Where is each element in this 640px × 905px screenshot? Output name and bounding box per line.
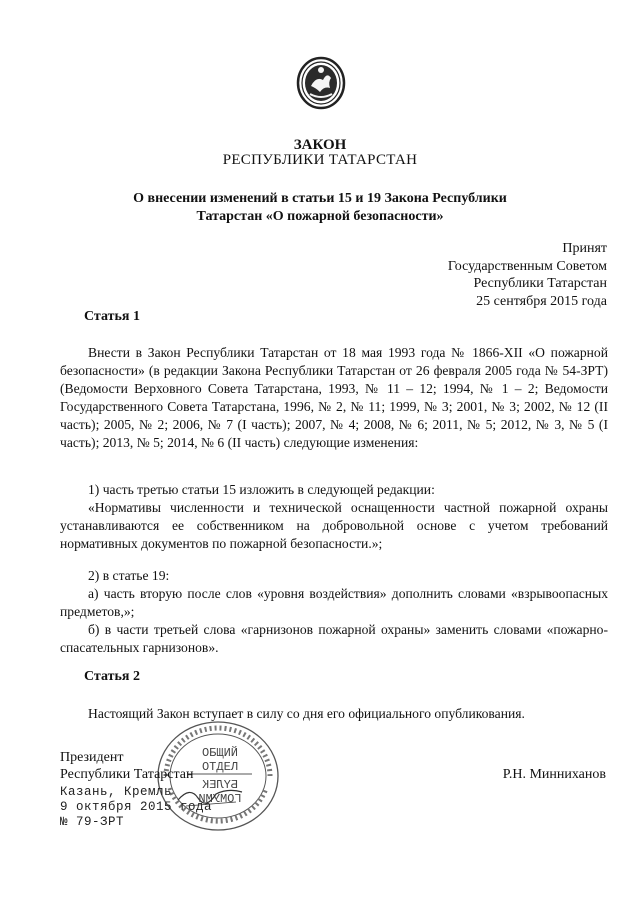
subtitle-line-1: О внесении изменений в статьи 15 и 19 Закона Республики: [133, 191, 507, 206]
signatory-role-1: Президент: [60, 750, 124, 765]
signatory-name: Р.Н. Минниханов: [502, 767, 606, 782]
item-2-a: а) часть вторую после слов «уровня воздействия» дополнить словами «взрывоопасных предметов,»;: [60, 586, 608, 619]
signing-date: 9 октября 2015 года: [60, 800, 213, 814]
stamp-line-1: ОБЩИЙ: [201, 746, 239, 760]
document-subtitle: [110, 190, 530, 226]
article-2-text: Настоящий Закон вступает в силу со дня его официального опубликования.: [88, 706, 525, 721]
item-2-b: б) в части третьей слова «гарнизонов пожарной охраны» заменить словами «пожарно-спасательных гарнизонов».: [60, 622, 608, 655]
item-2-lead: 2) в статье 19:: [88, 568, 170, 583]
article-2-heading: Статья 2: [84, 669, 140, 684]
adoption-block: [448, 240, 607, 310]
signing-place: Казань, Кремль: [60, 785, 173, 799]
stamp-line-2: ОТДЕЛ: [201, 760, 239, 774]
handwritten-signature: [176, 782, 246, 812]
adopted-line-1: Принят: [562, 241, 607, 256]
stamp-line-3: БҮЛЕК: [201, 778, 239, 792]
law-number: № 79-ЗРТ: [60, 815, 125, 829]
adopted-date: 25 сентября 2015 года: [476, 293, 607, 309]
adopted-line-2: Государственным Советом: [447, 258, 607, 274]
subtitle-line-2: Татарстан «О пожарной безопасности»: [196, 209, 444, 224]
item-1-lead: 1) часть третью статьи 15 изложить в следующей редакции:: [88, 482, 435, 497]
document-title: ЗАКОН: [293, 137, 347, 153]
adopted-line-3: Республики Татарстан: [473, 276, 607, 291]
stamp-line-4: ГОМУМИ: [198, 792, 242, 806]
document-title-republic: РЕСПУБЛИКИ ТАТАРСТАН: [222, 152, 418, 168]
item-1-text: «Нормативы численности и технической оснащенности частной пожарной охраны устанавливаются ее собственником на добровольной основе с учетом требований нормативных документов по пожарной безопасности.»;: [60, 500, 608, 551]
article-1-heading: Статья 1: [84, 309, 140, 324]
coat-of-arms-emblem: [296, 56, 346, 110]
signatory-role-2: Республики Татарстан: [60, 767, 194, 782]
article-1-intro: Внести в Закон Республики Татарстан от 18 мая 1993 года № 1866-XII «О пожарной безопасности» (в редакции Закона Республики Татарстан от 26 февраля 2005 года № 54-ЗРТ) (Ведомости Верховного Совета Татарстана, 1993, № 11 – 12; 1994, № 1 – 2; Ведомости Государственного Совета Татарстана, 1996, № 2, № 11; 1999, № 3; 2001, № 3; 2002, № 12 (II часть); 2005, № 2; 2006, № 7 (I часть); 2007, № 4; 2008, № 6; 2011, № 5; 2012, № 3, № 5 (I часть); 2013, № 5; 2014, № 6 (II часть) следующие изменения:: [60, 345, 608, 450]
